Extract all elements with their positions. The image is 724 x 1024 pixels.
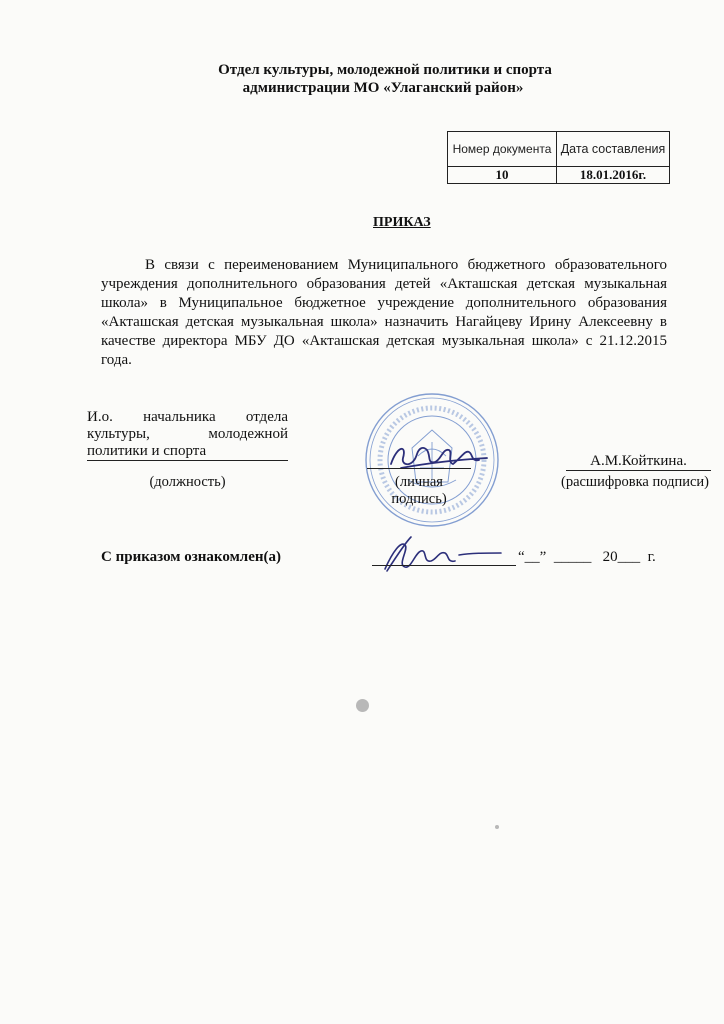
signer-name: А.М.Койткина. [566, 453, 711, 471]
document-info-table [447, 131, 670, 184]
signature-caption: (личная подпись) [391, 474, 447, 507]
document-number-value: 10 [448, 167, 557, 184]
acknowledgment-signature-line [372, 565, 516, 566]
handwritten-signature-icon [383, 438, 493, 478]
header-line-2: администрации МО «Улаганский район» [242, 80, 524, 96]
signature-line [367, 468, 471, 469]
header-line-1: Отдел культуры, молодежной политики и спорта [218, 62, 552, 78]
acknowledgment-date: “__” _____ 20___ г. [518, 549, 656, 565]
acknowledgment-label: С приказом ознакомлен(а) [101, 549, 281, 565]
order-body-text: В связи с переименованием Муниципального бюджетного образовательного учреждения дополнительного образования детей «Акташская детская музыкальная школа» в Муниципальное бюджетное учреждение дополнительного образования «Акташская детская музыкальная школа» назначить Нагайцеву Ирину Алексеевну в качестве директора МБУ ДО «Акташская детская музыкальная школа» с 21.12.2015 года. [101, 257, 667, 368]
document-number-header: Номер документа [448, 132, 557, 167]
acknowledgment-signature-icon [375, 531, 515, 581]
document-header [0, 61, 724, 97]
decode-caption: (расшифровка подписи) [560, 474, 710, 490]
scan-speck [495, 825, 499, 829]
document-date-header: Дата составления [557, 132, 670, 167]
scan-speck [356, 699, 369, 712]
document-date-value: 18.01.2016г. [557, 167, 670, 184]
position-caption: (должность) [149, 474, 226, 490]
document-title: ПРИКАЗ [373, 215, 431, 230]
signer-position: И.о. начальника отдела культуры, молодежной политики и спорта [87, 409, 288, 459]
